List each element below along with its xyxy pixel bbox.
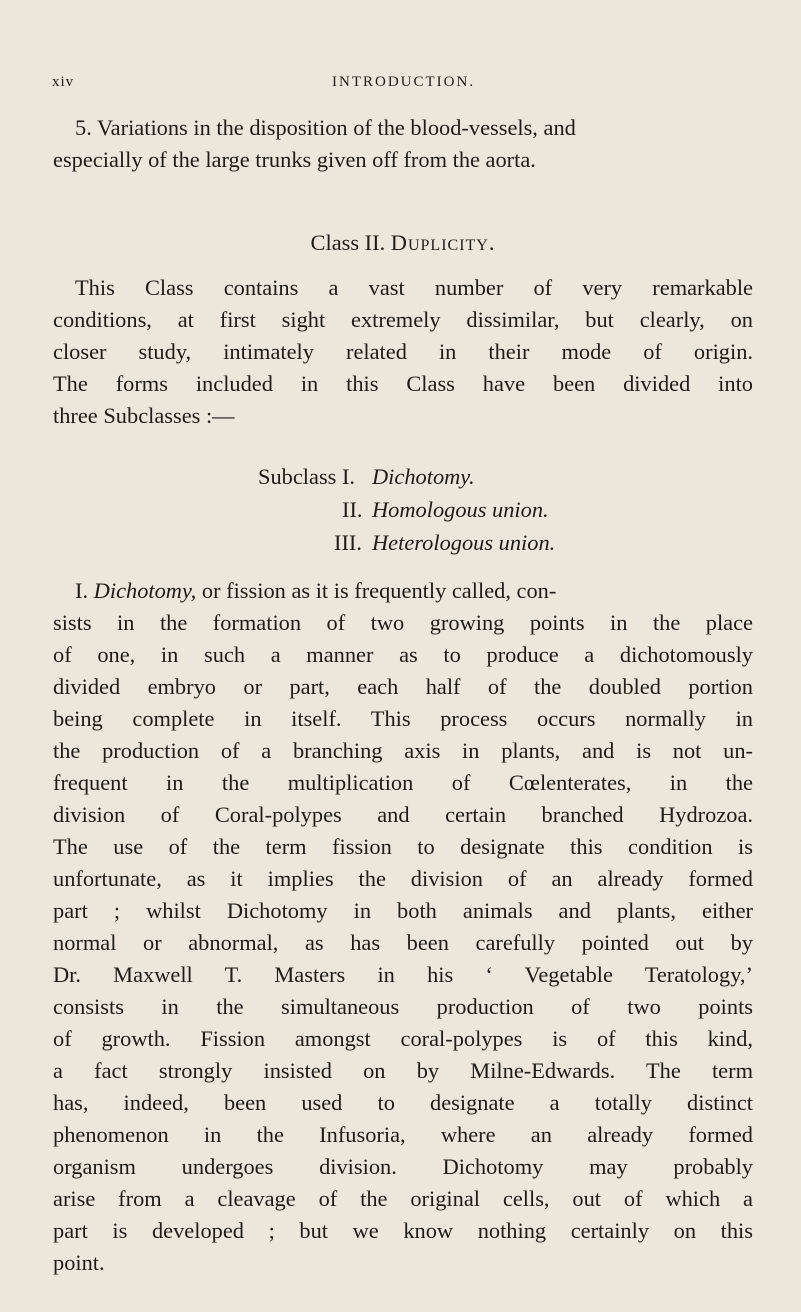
para2-line: consists in the simultaneous production of two points (53, 994, 753, 1019)
para1-line-4: The forms included in this Class have been divided into (53, 371, 753, 396)
para2-line: a fact strongly insisted on by Milne-Edwards. The term (53, 1058, 753, 1083)
subclass-2-label: II. (342, 497, 363, 522)
para2-line: of growth. Fission amongst coral-polypes is of this kind, (53, 1026, 753, 1051)
subclass-3-name: Heterologous union. (372, 530, 556, 555)
para2-line: has, indeed, been used to designate a totally distinct (53, 1090, 753, 1115)
para2-number: I. (75, 578, 89, 603)
class-heading-prefix: Class II. (310, 230, 386, 255)
item5-line-2: especially of the large trunks given off from the aorta. (53, 147, 536, 172)
running-head (52, 74, 752, 100)
para2-line: the production of a branching axis in plants, and is not un- (53, 738, 753, 763)
para2-line: of one, in such a manner as to produce a dichotomously (53, 642, 753, 667)
para2-first-rest: or fission as it is frequently called, con- (196, 578, 557, 603)
para2-line: division of Coral-polypes and certain branched Hydrozoa. (53, 802, 753, 827)
subclass-3-label: III. (334, 530, 362, 555)
para2-line: Dr. Maxwell T. Masters in his ‘ Vegetable Teratology,’ (53, 962, 753, 987)
subclass-1-name: Dichotomy. (372, 464, 475, 489)
para2-line: part is developed ; but we know nothing certainly on this (53, 1218, 753, 1243)
item5-line-1: 5. Variations in the disposition of the blood-vessels, and (75, 115, 576, 140)
para2-line: unfortunate, as it implies the division of an already formed (53, 866, 753, 891)
para2-line: organism undergoes division. Dichotomy may probably (53, 1154, 753, 1179)
para2-line: The use of the term fission to designate this condition is (53, 834, 753, 859)
class-heading (53, 227, 753, 259)
para2-line: sists in the formation of two growing points in the place (53, 610, 753, 635)
para1-line-5: three Subclasses :— (53, 403, 235, 428)
page-number: xiv (52, 74, 75, 90)
para2-line: phenomenon in the Infusoria, where an already formed (53, 1122, 753, 1147)
para1-line-2: conditions, at first sight extremely dissimilar, but clearly, on (53, 307, 753, 332)
para2-line-1 (75, 575, 753, 607)
subclass-2-name: Homologous union. (372, 497, 549, 522)
para1-line-1: This Class contains a vast number of very remarkable (75, 275, 753, 300)
para1-line-3: closer study, intimately related in their mode of origin. (53, 339, 753, 364)
para2-line: arise from a cleavage of the original cells, out of which a (53, 1186, 753, 1211)
para2-line: normal or abnormal, as has been carefully pointed out by (53, 930, 753, 955)
para2-line: divided embryo or part, each half of the doubled portion (53, 674, 753, 699)
para2-line: frequent in the multiplication of Cœlenterates, in the (53, 770, 753, 795)
para2-last-line: point. (53, 1250, 105, 1275)
subclass-1-label: Subclass I. (258, 464, 356, 489)
class-heading-name: Duplicity. (390, 230, 496, 255)
para2-term: Dichotomy, (93, 578, 197, 603)
running-title: INTRODUCTION. (332, 74, 476, 90)
para2-line: being complete in itself. This process occurs normally in (53, 706, 753, 731)
para2-line: part ; whilst Dichotomy in both animals and plants, either (53, 898, 753, 923)
